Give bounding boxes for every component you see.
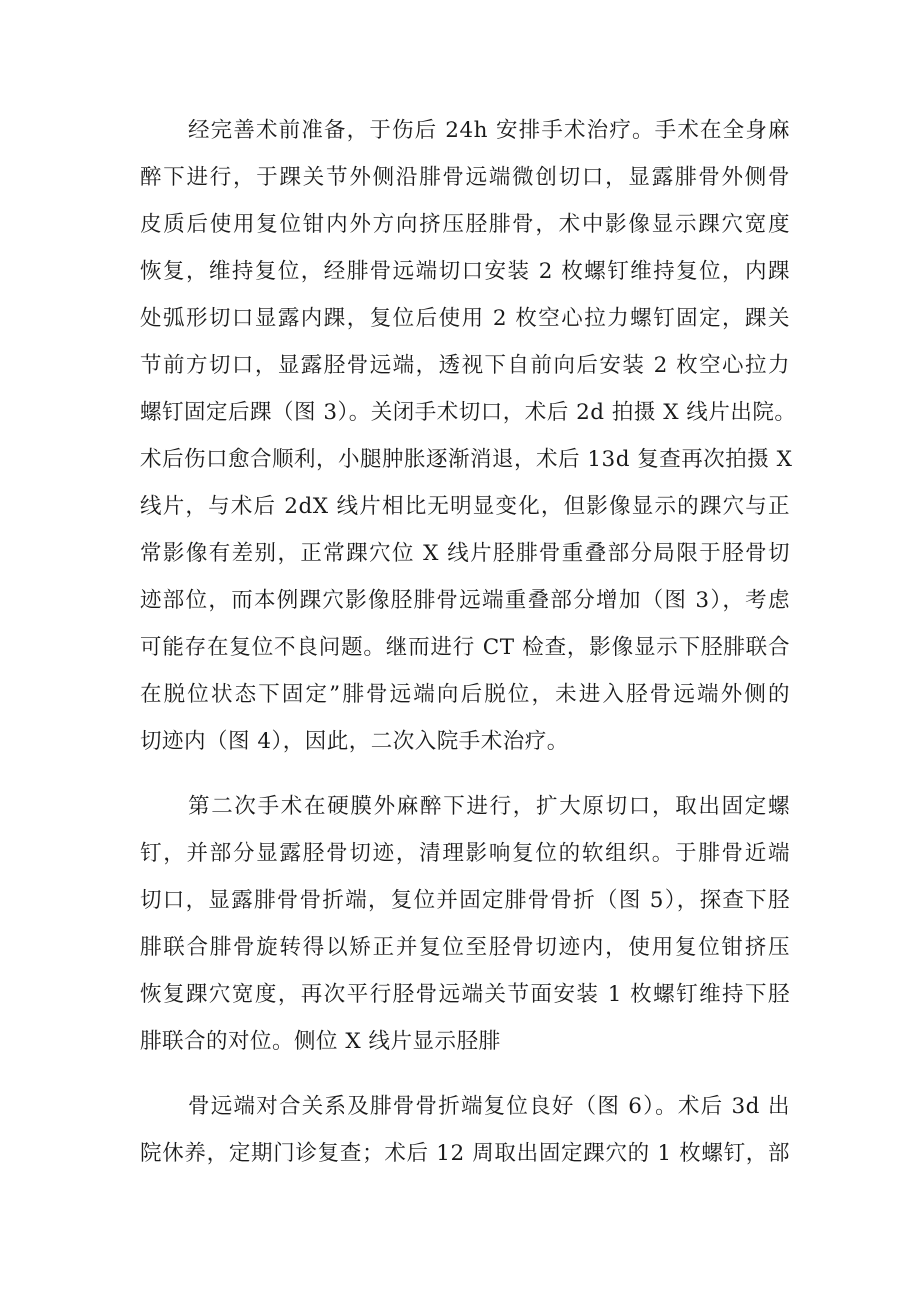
paragraph-2-line-6: 腓联合的对位。侧位 X 线片显示胫腓 xyxy=(140,1029,501,1054)
paragraph-1-line-11: 迹部位，而本例踝穴影像胫腓骨远端重叠部分增加（图 3），考虑 xyxy=(140,588,790,613)
paragraph-1-line-1: 经完善术前准备，于伤后 24h 安排手术治疗。手术在全身麻 xyxy=(188,118,790,143)
paragraph-1-line-5: 处弧形切口显露内踝，复位后使用 2 枚空心拉力螺钉固定，踝关 xyxy=(140,306,790,331)
paragraph-2-line-4: 腓联合腓骨旋转得以矫正并复位至胫骨切迹内，使用复位钳挤压 xyxy=(140,935,790,960)
paragraph-1-line-12: 可能存在复位不良问题。继而进行 CT 检查，影像显示下胫腓联合 xyxy=(140,635,790,660)
paragraph-1-line-7: 螺钉固定后踝（图 3）。关闭手术切口，术后 2d 拍摄 X 线片出院。 xyxy=(140,400,797,425)
paragraph-1-line-2: 醉下进行，于踝关节外侧沿腓骨远端微创切口，显露腓骨外侧骨 xyxy=(140,165,790,190)
paragraph-2-line-5: 恢复踝穴宽度，再次平行胫骨远端关节面安装 1 枚螺钉维持下胫 xyxy=(140,982,790,1007)
paragraph-2-line-3: 切口，显露腓骨骨折端，复位并固定腓骨骨折（图 5），探查下胫 xyxy=(140,888,790,913)
paragraph-1-line-4: 恢复，维持复位，经腓骨远端切口安装 2 枚螺钉维持复位，内踝 xyxy=(140,259,790,284)
paragraph-2-line-2: 钉，并部分显露胫骨切迹，清理影响复位的软组织。于腓骨近端 xyxy=(140,841,790,866)
paragraph-1-line-14: 切迹内（图 4），因此，二次入院手术治疗。 xyxy=(140,729,569,754)
paragraph-3-line-1: 骨远端对合关系及腓骨骨折端复位良好（图 6）。术后 3d 出 xyxy=(188,1094,790,1119)
paragraph-1-line-13: 在脱位状态下固定”腓骨远端向后脱位，未进入胫骨远端外侧的 xyxy=(140,682,790,707)
paragraph-1-line-10: 常影像有差别，正常踝穴位 X 线片胫腓骨重叠部分局限于胫骨切 xyxy=(140,541,790,566)
paragraph-3-line-2: 院休养，定期门诊复查；术后 12 周取出固定踝穴的 1 枚螺钉，部 xyxy=(140,1141,790,1166)
paragraph-1-line-6: 节前方切口，显露胫骨远端，透视下自前向后安装 2 枚空心拉力 xyxy=(140,353,790,378)
paragraph-2-line-1: 第二次手术在硬膜外麻醉下进行，扩大原切口，取出固定螺 xyxy=(188,794,790,819)
paragraph-1-line-9: 线片，与术后 2dX 线片相比无明显变化，但影像显示的踝穴与正 xyxy=(140,494,790,519)
paragraph-1-line-8: 术后伤口愈合顺利，小腿肿胀逐渐消退，术后 13d 复查再次拍摄 X xyxy=(140,447,793,472)
paragraph-1-line-3: 皮质后使用复位钳内外方向挤压胫腓骨，术中影像显示踝穴宽度 xyxy=(140,212,790,237)
